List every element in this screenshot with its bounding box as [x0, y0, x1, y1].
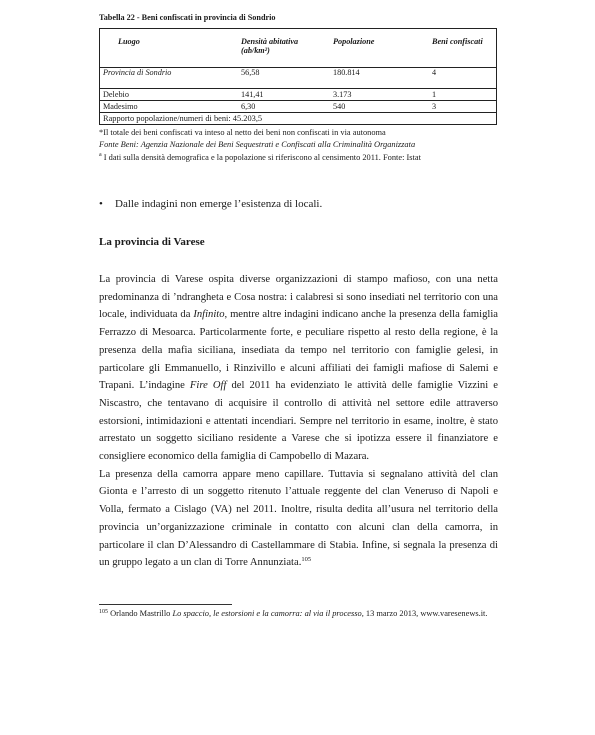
paragraph-1-text-a: La provincia di Varese ospita diverse organizzazioni di stampo mafioso, con una netta predominanza di ’ndrangheta e Cosa nostra: i calabresi si sono insediati nel territorio con una locale, individuata da: [99, 274, 498, 321]
cell-popolazione: 180.814: [330, 68, 429, 89]
footnote: [99, 608, 498, 621]
bullet-text: Dalle indagini non emerge l’esistenza di locali.: [115, 198, 323, 210]
table-row: [100, 68, 497, 89]
bullet-icon: •: [99, 198, 103, 210]
table-row: [100, 89, 497, 101]
table-caption: Tabella 22 - Beni confiscati in provincia di Sondrio: [99, 13, 276, 22]
cell-beni: 1: [429, 89, 497, 101]
paragraph-2: [99, 466, 498, 572]
table-summary-row: [100, 113, 497, 125]
table-summary: Rapporto popolazione/numeri di beni: 45.203,5: [103, 114, 263, 123]
bullet-item: [99, 198, 322, 210]
note-census-mark: a: [99, 152, 102, 158]
cell-densita: 141,41: [238, 89, 330, 101]
cell-luogo: Madesimo: [100, 101, 239, 113]
note-census: [99, 150, 497, 163]
paragraph-1: [99, 271, 498, 466]
cell-beni: 4: [429, 68, 497, 89]
footnote-title: Lo spaccio, le estorsioni e la camorra: al via il processo: [172, 609, 362, 618]
header-popolazione: Popolazione: [330, 29, 429, 68]
note-census-text: I dati sulla densità demografica e la popolazione si riferiscono al censimento 2011. Fonte: Istat: [101, 152, 421, 162]
footnote-separator: [99, 604, 232, 605]
section-body: [99, 271, 498, 572]
cell-densita: 6,30: [238, 101, 330, 113]
table-notes: [99, 127, 497, 163]
operation-infinito: Infinito: [193, 309, 225, 321]
cell-popolazione: 3.173: [330, 89, 429, 101]
cell-popolazione: 540: [330, 101, 429, 113]
paragraph-1-text-b: , mentre altre indagini indicano anche la presenza della famiglia Ferrazzo di Mesoarca. Particolarmente forte, e peculiare rispetto al resto della regione, è la presenza della mafia siciliana, insediata da tempo nel territorio con famiglie gelesi, in particolare gli Emmanuello, i Rinzivillo e alcuni affiliati dei famigli mafiose di Salemi e Trapani. L’indagine: [99, 309, 498, 392]
operation-fire-off: Fire Off: [189, 380, 227, 392]
cell-densita: 56,58: [238, 68, 330, 89]
cell-beni: 3: [429, 101, 497, 113]
paragraph-2-text: La presenza della camorra appare meno capillare. Tuttavia si segnalano attività del clan Gionta e l’arresto di un soggetto ritenuto l’attuale reggente del clan Veneruso di Napoli e Volla, fermato a Cislago (VA) nel 2011. Inoltre, risulta dedita all’usura nel territorio della provincia un’organizzazione criminale in contatto con alcuni clan della camorra, in particolare il clan D’Alessandro di Castellammare di Stabia. Infine, si segnala la presenza di un gruppo legato a un clan di Torre Annunziata.: [99, 468, 498, 569]
section-heading: La provincia di Varese: [99, 236, 205, 248]
cell-luogo: Provincia di Sondrio: [100, 68, 239, 89]
header-luogo: Luogo: [100, 29, 239, 68]
footnote-author: Orlando Mastrillo: [108, 609, 173, 618]
table-header-row: [100, 29, 497, 68]
cell-luogo: Delebio: [100, 89, 239, 101]
paragraph-1-text-c: del 2011 ha evidenziato le attività delle famiglie Vizzini e Niscastro, che tentavano di acquisire il controllo di attività nel settore edile attraverso estorsioni, intimidazioni e attentati incendiari. Sempre nel territorio in esame, inoltre, è stato arrestato un soggetto siciliano residente a Varese che si ipotizza essere il finanziatore e consigliere economico della famiglia di Campobello di Mazara.: [99, 380, 498, 463]
note-total: *Il totale dei beni confiscati va inteso al netto dei beni non confiscati in via autonoma: [99, 128, 386, 137]
note-source: Fonte Beni: Agenzia Nazionale dei Beni Sequestrati e Confiscati alla Criminalità Organizzata: [99, 139, 416, 149]
header-beni: Beni confiscati: [429, 29, 497, 68]
footnote-reference[interactable]: 105: [301, 556, 312, 564]
header-densita: Densità abitativa (ab/km²): [238, 29, 330, 68]
footnote-mark: 105: [99, 609, 108, 615]
confiscated-assets-table: [99, 28, 497, 125]
footnote-rest: , 13 marzo 2013, www.varesenews.it.: [361, 609, 488, 618]
table-row: [100, 101, 497, 113]
